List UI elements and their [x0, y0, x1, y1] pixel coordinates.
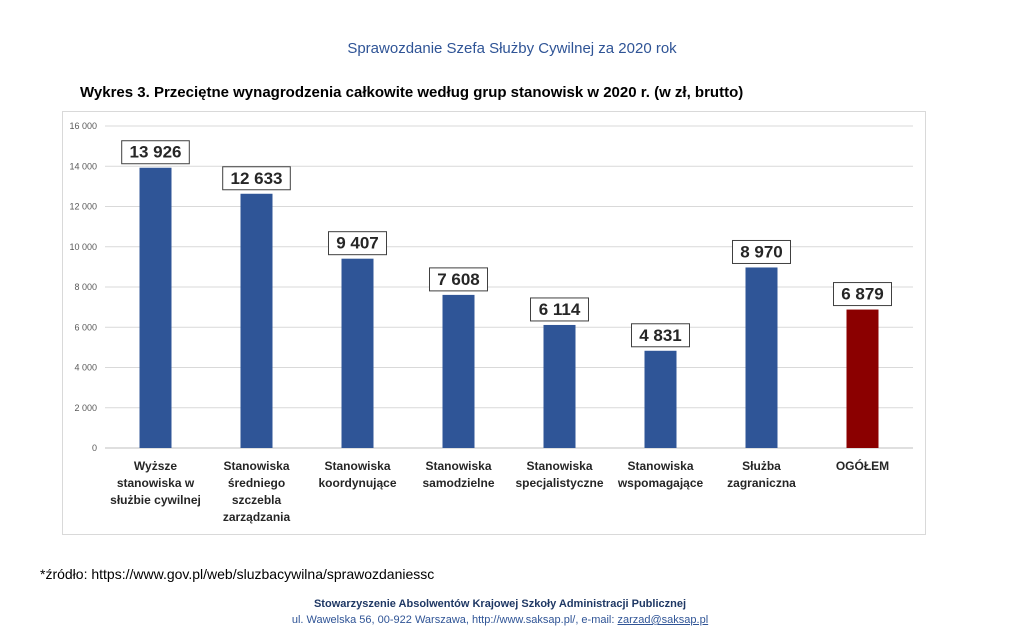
- y-tick-label: 0: [91, 443, 97, 453]
- x-category-label: OGÓŁEM: [835, 459, 890, 473]
- data-label: 13 926: [129, 142, 182, 162]
- footer-address: [0, 614, 1000, 626]
- x-category-label: Stanowiska samodzielne: [422, 459, 495, 490]
- chart-area: [62, 111, 926, 535]
- y-tick-label: 8 000: [74, 282, 97, 292]
- y-tick-label: 10 000: [69, 241, 97, 252]
- x-category-label: Służba zagraniczna: [727, 459, 796, 490]
- data-label: 12 633: [230, 168, 283, 188]
- y-tick-label: 6 000: [74, 322, 97, 333]
- y-tick-label: 4 000: [74, 362, 97, 373]
- footer-email-link[interactable]: zarzad@saksap.pl: [617, 614, 709, 626]
- bar-chart: [63, 112, 925, 534]
- x-category-label: Wyższe stanowiska w służbie cywilnej: [110, 459, 201, 507]
- data-label: 9 407: [336, 233, 379, 253]
- footer-organization: Stowarzyszenie Absolwentów Krajowej Szkoły Administracji Publicznej: [313, 598, 687, 610]
- bar: [443, 295, 475, 448]
- x-category-label: Stanowiska średniego szczebla zarządzania: [222, 459, 291, 524]
- x-category-label: Stanowiska koordynujące: [318, 459, 397, 490]
- data-label: 6 114: [538, 299, 581, 319]
- y-tick-label: 16 000: [69, 121, 97, 131]
- data-label: 4 831: [639, 325, 682, 345]
- y-tick-label: 12 000: [69, 201, 97, 212]
- x-category-label: Stanowiska specjalistyczne: [515, 459, 604, 490]
- bar: [847, 310, 879, 448]
- data-label: 6 879: [841, 284, 884, 304]
- source-note: *źródło: https://www.gov.pl/web/sluzbacywilna/sprawozdaniessc: [40, 566, 435, 582]
- y-tick-label: 2 000: [74, 402, 97, 413]
- bar: [645, 351, 677, 448]
- data-label: 7 608: [437, 269, 480, 289]
- bar: [544, 325, 576, 448]
- bar: [140, 168, 172, 448]
- bar: [746, 267, 778, 448]
- x-category-label: Stanowiska wspomagające: [617, 459, 704, 490]
- report-header: Sprawozdanie Szefa Służby Cywilnej za 2020 rok: [347, 40, 677, 57]
- bar: [241, 194, 273, 448]
- data-label: 8 970: [740, 242, 783, 262]
- bar: [342, 259, 374, 448]
- chart-title: Wykres 3. Przeciętne wynagrodzenia całkowite według grup stanowisk w 2020 r. (w zł, brutto): [80, 84, 744, 101]
- footer-address-text: ul. Wawelska 56, 00-922 Warszawa, http://www.saksap.pl/, e-mail:: [291, 614, 618, 626]
- y-tick-label: 14 000: [69, 161, 97, 172]
